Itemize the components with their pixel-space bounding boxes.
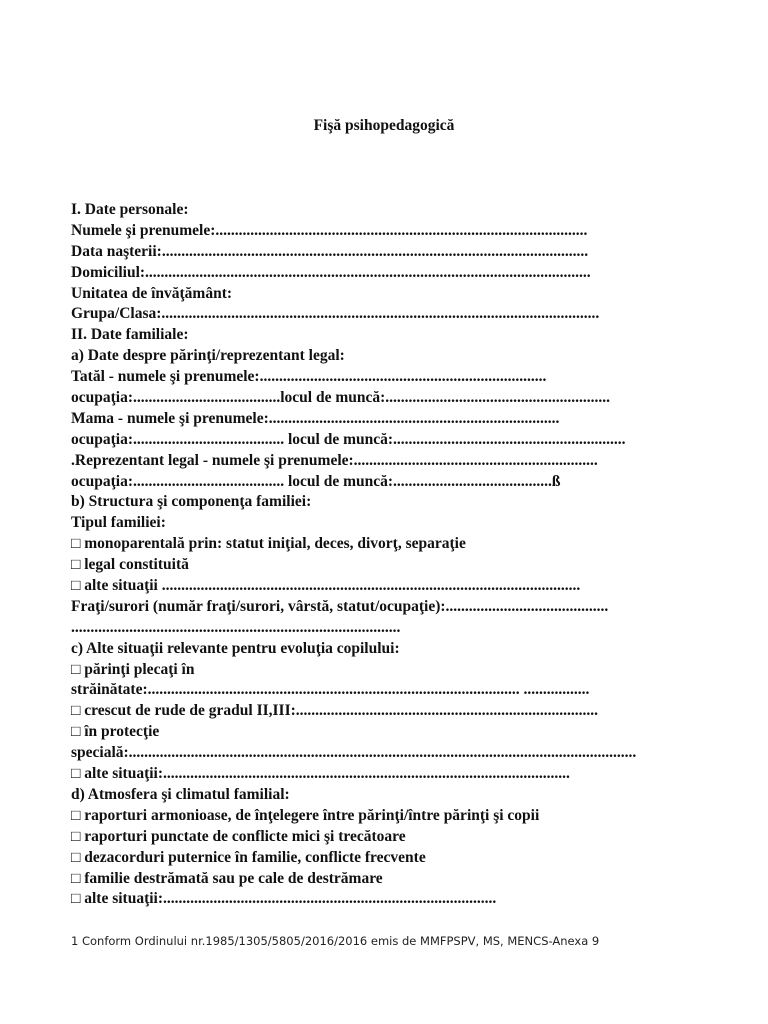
checkbox-item-harmonious: □ raporturi armonioase, de înţelegere între părinţi/între părinţi şi copii — [71, 806, 540, 824]
field-father-name: Tatăl - numele şi prenumele:.......................................................................... — [71, 368, 547, 386]
checkbox-item-other-family-type: □ alte situaţii ............................................................................................................ — [71, 577, 581, 595]
checkbox-item-raised-by-relatives: □ crescut de rude de gradul II,III:.............................................................................. — [71, 702, 599, 720]
form-body — [71, 200, 751, 910]
footnote: 1 Conform Ordinului nr.1985/1305/5805/2016/2016 emis de MMFPSPV, MS, MENCS-Anexa 9 — [71, 934, 600, 948]
checkbox-item-parents-abroad: □ părinţi plecaţi în — [71, 660, 195, 678]
field-mother-name: Mama - numele şi prenumele:........................................................................... — [71, 409, 560, 427]
document-title: Fişă psihopedagogică — [313, 117, 455, 134]
checkbox-item-other-situations: □ alte situaţii:......................................................................................................... — [71, 765, 570, 783]
subheading-parents: a) Date despre părinţi/reprezentant legal: — [71, 347, 345, 365]
subheading-family-structure: b) Structura şi componenţa familiei: — [71, 493, 312, 511]
checkbox-item-minor-conflicts: □ raporturi punctate de conflicte mici şi trecătoare — [71, 827, 406, 845]
field-group-class: Grupa/Clasa:................................................................................................................. — [71, 305, 600, 323]
field-school-unit: Unitatea de învăţământ: — [71, 284, 233, 302]
field-legal-rep-name: .Reprezentant legal - numele şi prenumele:............................................................... — [71, 451, 598, 469]
section-heading-personal: I. Date personale: — [71, 201, 189, 218]
field-legal-rep-occupation: ocupaţia:....................................... locul de muncă:.........................................ß — [71, 472, 561, 490]
checkbox-item-special-protection: □ în protecţie — [71, 723, 160, 741]
field-birth-date: Data naşterii:.............................................................................................................. — [71, 242, 589, 260]
field-father-occupation: ocupaţia:......................................locul de muncă:.......................................................... — [71, 389, 611, 407]
checkbox-item-single-parent: □ monoparentală prin: statut iniţial, deces, divorţ, separaţie — [71, 535, 466, 553]
field-full-name: Numele şi prenumele:................................................................................................ — [71, 221, 588, 239]
field-special-protection: specială:................................................................................................................................... — [71, 744, 637, 762]
field-abroad: străinătate:................................................................................................ ................. — [71, 681, 590, 699]
checkbox-item-other-climate: □ alte situaţii:...................................................................................... — [71, 890, 497, 908]
label-family-type: Tipul familiei: — [71, 514, 166, 532]
field-siblings-continued: ..................................................................................... — [71, 618, 401, 636]
field-mother-occupation: ocupaţia:....................................... locul de muncă:............................................................ — [71, 430, 626, 448]
checkbox-item-legal: □ legal constituită — [71, 556, 189, 574]
checkbox-item-strong-disagreements: □ dezacorduri puternice în familie, conflicte frecvente — [71, 848, 426, 866]
section-heading-family: II. Date familiale: — [71, 326, 189, 344]
field-address: Domiciliul:................................................................................................................... — [71, 263, 591, 281]
checkbox-item-broken-family: □ familie destrămată sau pe cale de destrămare — [71, 869, 383, 887]
subheading-other-situations: c) Alte situaţii relevante pentru evoluţia copilului: — [71, 639, 400, 657]
field-siblings: Fraţi/surori (număr fraţi/surori, vârstă, statut/ocupaţie):.......................................... — [71, 597, 609, 615]
subheading-family-climate: d) Atmosfera şi climatul familial: — [71, 785, 290, 803]
